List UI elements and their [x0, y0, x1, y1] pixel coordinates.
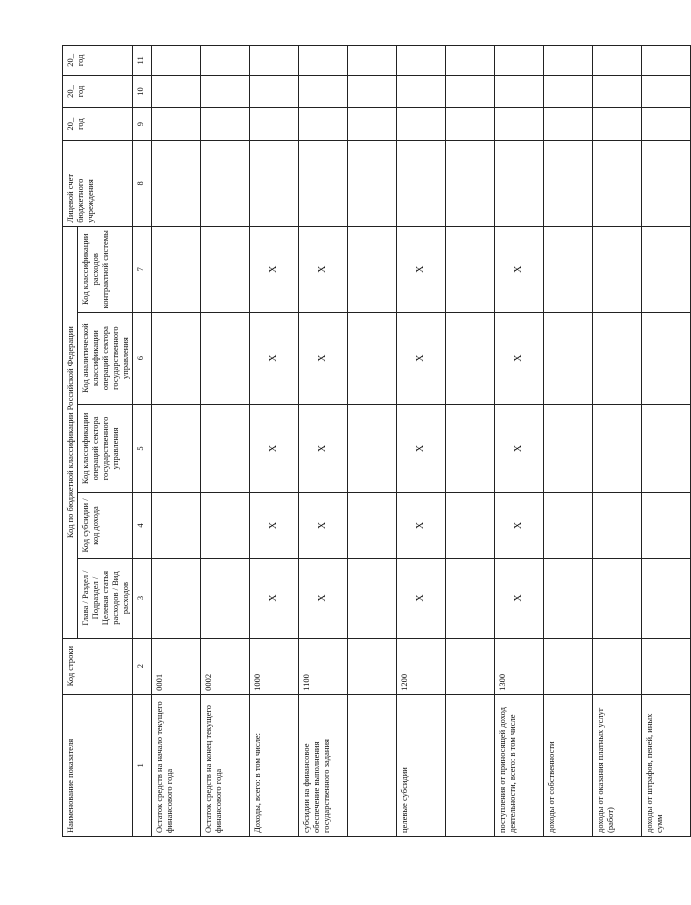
row-personal-account: [152, 140, 201, 226]
row-classification-mark: [593, 493, 642, 558]
row-year-3-value: [250, 46, 299, 76]
row-indicator-name: доходы от собственности: [544, 694, 593, 836]
header-year-2-label: 20_: [65, 85, 75, 98]
row-year-1-value: [642, 108, 691, 141]
row-year-1-value: [152, 108, 201, 141]
column-number: 1: [133, 694, 152, 836]
table-row: [446, 46, 495, 837]
row-year-2-value: [593, 75, 642, 108]
column-number: 3: [133, 558, 152, 638]
row-year-2-value: [152, 75, 201, 108]
header-year-3: [63, 46, 133, 76]
table-row: [544, 46, 593, 837]
row-year-1-value: [495, 108, 544, 141]
row-year-2-value: [201, 75, 250, 108]
row-personal-account: [593, 140, 642, 226]
header-year-1-label: 20_: [65, 117, 75, 131]
row-indicator-name: доходы от оказания платных услуг (работ): [593, 694, 642, 836]
row-line-code: 1100: [299, 638, 348, 694]
row-classification-mark: X: [299, 493, 348, 558]
row-line-code: 1000: [250, 638, 299, 694]
row-line-code: [446, 638, 495, 694]
row-year-2-value: [495, 75, 544, 108]
header-year-1-unit: год: [75, 118, 85, 130]
column-number: 10: [133, 75, 152, 108]
row-classification-mark: X: [495, 226, 544, 312]
row-classification-mark: [642, 404, 691, 493]
row-indicator-name: Остаток средств на начало текущего финансового года: [152, 694, 201, 836]
header-row-1: [63, 46, 78, 837]
row-year-1-value: [446, 108, 495, 141]
row-classification-mark: [152, 493, 201, 558]
row-classification-mark: [544, 226, 593, 312]
row-year-2-value: [642, 75, 691, 108]
row-classification-mark: [152, 558, 201, 638]
row-classification-mark: [201, 558, 250, 638]
row-personal-account: [397, 140, 446, 226]
header-analytic-operations-code: Код аналитической классификации операций сектора государственного управления: [78, 312, 133, 404]
column-number: 6: [133, 312, 152, 404]
row-classification-mark: [642, 558, 691, 638]
row-year-3-value: [446, 46, 495, 76]
row-line-code: [544, 638, 593, 694]
row-classification-mark: [348, 226, 397, 312]
row-indicator-name: Доходы, всего: в том числе:: [250, 694, 299, 836]
row-classification-mark: [446, 558, 495, 638]
row-classification-mark: [593, 558, 642, 638]
column-number: 5: [133, 404, 152, 493]
row-year-1-value: [544, 108, 593, 141]
row-indicator-name: целевые субсидии: [397, 694, 446, 836]
table-row: [152, 46, 201, 837]
header-year-3-label: 20_: [65, 53, 75, 67]
row-classification-mark: X: [250, 404, 299, 493]
row-year-3-value: [152, 46, 201, 76]
row-year-1-value: [348, 108, 397, 141]
row-year-1-value: [397, 108, 446, 141]
row-indicator-name: поступления от приносящей доход деятельности, всего: в том числе: [495, 694, 544, 836]
row-classification-mark: [593, 226, 642, 312]
row-classification-mark: [446, 312, 495, 404]
row-classification-mark: [201, 493, 250, 558]
row-year-1-value: [593, 108, 642, 141]
table-row: [250, 46, 299, 837]
header-year-3-unit: год: [75, 54, 85, 67]
row-classification-mark: [201, 226, 250, 312]
table-row: [593, 46, 642, 837]
row-personal-account: [201, 140, 250, 226]
row-classification-mark: [348, 558, 397, 638]
row-classification-mark: X: [397, 558, 446, 638]
column-number: 8: [133, 140, 152, 226]
header-chapter-section: Глава / Раздел /Подраздел / Целевая статья расходов / Вид расходов: [78, 558, 133, 638]
table-row: [299, 46, 348, 837]
table-row: [397, 46, 446, 837]
header-budget-classification: Код по бюджетной классификации Российской Федерации: [63, 226, 78, 638]
row-line-code: 0001: [152, 638, 201, 694]
header-personal-account: Лицевой счет бюджетного учреждения: [63, 140, 133, 226]
row-year-2-value: [446, 75, 495, 108]
column-number: 11: [133, 46, 152, 76]
row-line-code: 1200: [397, 638, 446, 694]
header-line-code: Код строки: [63, 638, 133, 694]
row-personal-account: [250, 140, 299, 226]
row-classification-mark: [642, 226, 691, 312]
table-row: [642, 46, 691, 837]
row-classification-mark: X: [397, 226, 446, 312]
table-row: [201, 46, 250, 837]
row-classification-mark: [152, 312, 201, 404]
row-classification-mark: [348, 493, 397, 558]
budget-classification-table: [62, 45, 691, 837]
row-classification-mark: X: [495, 312, 544, 404]
row-classification-mark: [152, 404, 201, 493]
row-classification-mark: X: [250, 558, 299, 638]
row-classification-mark: [446, 226, 495, 312]
row-classification-mark: X: [397, 404, 446, 493]
row-classification-mark: [446, 404, 495, 493]
row-classification-mark: X: [495, 404, 544, 493]
column-number: 7: [133, 226, 152, 312]
row-personal-account: [348, 140, 397, 226]
row-line-code: [593, 638, 642, 694]
row-classification-mark: [544, 312, 593, 404]
row-line-code: [348, 638, 397, 694]
row-classification-mark: [348, 312, 397, 404]
row-classification-mark: X: [299, 226, 348, 312]
column-number-row: [133, 46, 152, 837]
column-number: 9: [133, 108, 152, 141]
column-number: 2: [133, 638, 152, 694]
row-classification-mark: X: [299, 404, 348, 493]
header-year-1: [63, 108, 133, 141]
row-year-1-value: [250, 108, 299, 141]
row-indicator-name: доходы от штрафов, пеней, иных сумм: [642, 694, 691, 836]
row-year-3-value: [201, 46, 250, 76]
row-classification-mark: [642, 312, 691, 404]
row-classification-mark: [152, 226, 201, 312]
row-year-2-value: [250, 75, 299, 108]
row-year-3-value: [299, 46, 348, 76]
row-classification-mark: [593, 312, 642, 404]
row-classification-mark: [446, 493, 495, 558]
row-personal-account: [495, 140, 544, 226]
column-number: 4: [133, 493, 152, 558]
header-operations-code: Код классификации операций сектора государственного управления: [78, 404, 133, 493]
row-classification-mark: [544, 558, 593, 638]
row-line-code: [642, 638, 691, 694]
row-classification-mark: [348, 404, 397, 493]
row-year-2-value: [348, 75, 397, 108]
row-classification-mark: [544, 404, 593, 493]
row-classification-mark: [544, 493, 593, 558]
row-year-2-value: [397, 75, 446, 108]
rotated-table-sheet: [62, 45, 664, 837]
row-personal-account: [299, 140, 348, 226]
header-year-2-unit: год: [75, 85, 85, 98]
row-indicator-name: [348, 694, 397, 836]
row-indicator-name: [446, 694, 495, 836]
row-personal-account: [446, 140, 495, 226]
row-year-3-value: [397, 46, 446, 76]
header-subsidy-income-code: Код субсидии / код дохода: [78, 493, 133, 558]
row-line-code: 1300: [495, 638, 544, 694]
header-year-2: [63, 75, 133, 108]
table-row: [495, 46, 544, 837]
row-year-3-value: [593, 46, 642, 76]
row-indicator-name: Остаток средств на конец текущего финансового года: [201, 694, 250, 836]
row-classification-mark: X: [250, 312, 299, 404]
row-personal-account: [642, 140, 691, 226]
header-indicator-name: Наименование показателя: [63, 694, 133, 836]
row-classification-mark: X: [495, 558, 544, 638]
row-year-3-value: [544, 46, 593, 76]
row-classification-mark: X: [250, 493, 299, 558]
row-classification-mark: X: [397, 493, 446, 558]
row-year-3-value: [348, 46, 397, 76]
row-year-3-value: [495, 46, 544, 76]
row-classification-mark: X: [299, 312, 348, 404]
row-personal-account: [544, 140, 593, 226]
row-line-code: 0002: [201, 638, 250, 694]
row-classification-mark: X: [495, 493, 544, 558]
row-classification-mark: X: [299, 558, 348, 638]
row-classification-mark: [201, 404, 250, 493]
row-year-1-value: [201, 108, 250, 141]
row-classification-mark: X: [250, 226, 299, 312]
row-classification-mark: [642, 493, 691, 558]
row-indicator-name: субсидии на финансовое обеспечение выполнения государственного задания: [299, 694, 348, 836]
row-classification-mark: X: [397, 312, 446, 404]
row-year-3-value: [642, 46, 691, 76]
header-contract-system-code: Код классификации расходов контрактной системы: [78, 226, 133, 312]
row-classification-mark: [593, 404, 642, 493]
row-year-2-value: [299, 75, 348, 108]
row-year-2-value: [544, 75, 593, 108]
row-classification-mark: [201, 312, 250, 404]
row-year-1-value: [299, 108, 348, 141]
table-row: [348, 46, 397, 837]
